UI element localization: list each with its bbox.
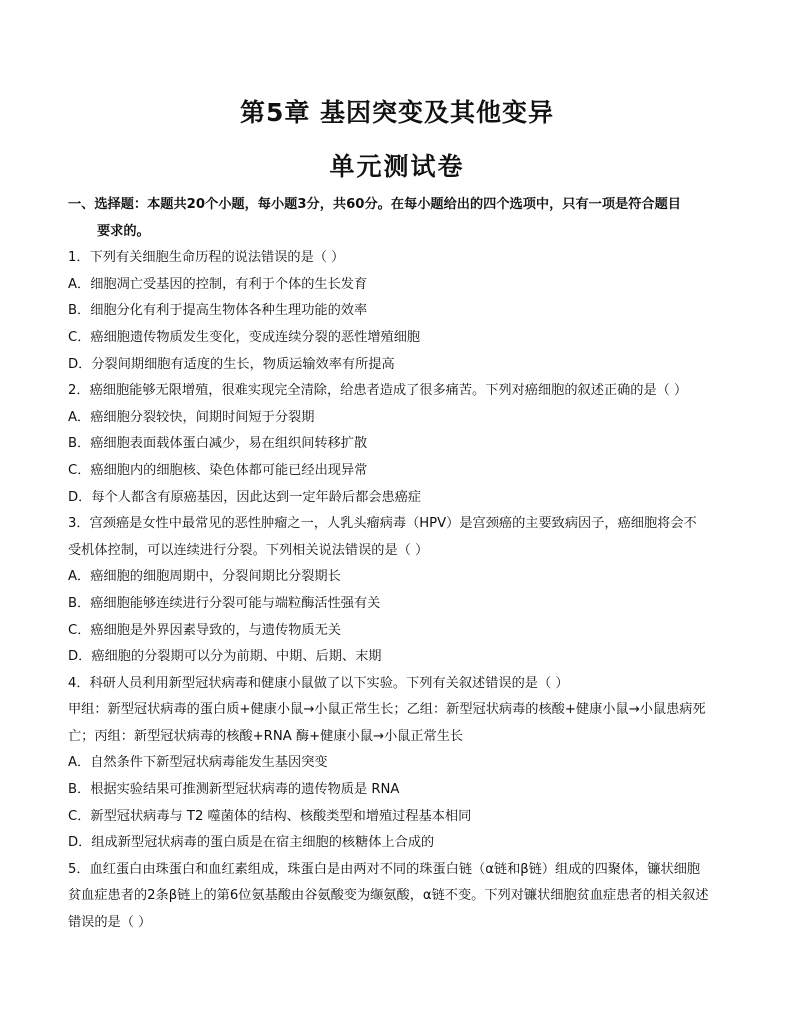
question-3-option-a: A．癌细胞的细胞周期中，分裂间期比分裂期长: [68, 569, 341, 585]
test-subtitle: 单元测试卷: [329, 152, 465, 181]
question-4-stem: 4．科研人员利用新型冠状病毒和健康小鼠做了以下实验。下列有关叙述错误的是（ ）: [68, 675, 569, 691]
question-2-stem: 2．癌细胞能够无限增殖，很难实现完全清除，给患者造成了很多痛苦。下列对癌细胞的叙述正确的是（ ）: [68, 383, 688, 399]
question-2-option-a: A．癌细胞分裂较快，间期时间短于分裂期: [68, 409, 315, 425]
question-3-option-d: D．癌细胞的分裂期可以分为前期、中期、后期、末期: [68, 649, 382, 665]
question-4-option-b: B．根据实验结果可推测新型冠状病毒的遗传物质是 RNA: [68, 782, 400, 798]
question-4-option-c: C．新型冠状病毒与 T2 噬菌体的结构、核酸类型和增殖过程基本相同: [68, 808, 472, 824]
question-1-option-d: D．分裂间期细胞有适度的生长，物质运输效率有所提高: [68, 356, 395, 372]
question-2-option-b: B．癌细胞表面载体蛋白减少，易在组织间转移扩散: [68, 436, 368, 452]
section-heading: 一、选择题：本题共20个小题，每小题3分，共60分。在每小题给出的四个选项中，只有一项是符合题目: [68, 197, 681, 212]
question-3-stem-cont: 受机体控制，可以连续进行分裂。下列相关说法错误的是（ ）: [68, 542, 429, 558]
question-3-option-c: C．癌细胞是外界因素导致的，与遗传物质无关: [68, 622, 341, 638]
question-4-experiment: 甲组：新型冠状病毒的蛋白质+健康小鼠→小鼠正常生长；乙组：新型冠状病毒的核酸+健康小鼠→小鼠患病死: [68, 702, 706, 718]
question-2-option-d: D．每个人都含有原癌基因，因此达到一定年龄后都会患癌症: [68, 489, 422, 505]
question-4-option-d: D．组成新型冠状病毒的蛋白质是在宿主细胞的核糖体上合成的: [68, 835, 435, 851]
question-5-stem: 5．血红蛋白由珠蛋白和血红素组成，珠蛋白是由两对不同的珠蛋白链（α链和β链）组成的四聚体，镰状细胞: [68, 861, 701, 877]
document-body: [68, 192, 730, 937]
question-1-option-a: A．细胞凋亡受基因的控制，有利于个体的生长发育: [68, 276, 368, 292]
question-2-option-c: C．癌细胞内的细胞核、染色体都可能已经出现异常: [68, 462, 368, 478]
question-1-stem: 1．下列有关细胞生命历程的说法错误的是（ ）: [68, 250, 345, 266]
question-5-stem-end: 错误的是（ ）: [68, 915, 152, 931]
question-3-option-b: B．癌细胞能够连续进行分裂可能与端粒酶活性强有关: [68, 595, 381, 611]
chapter-title: 第5章 基因突变及其他变异: [239, 98, 555, 127]
question-4-option-a: A．自然条件下新型冠状病毒能发生基因突变: [68, 755, 328, 771]
section-heading-cont: 要求的。: [97, 223, 150, 239]
question-5-stem-cont: 贫血症患者的2条β链上的第6位氨基酸由谷氨酸变为缬氨酸，α链不变。下列对镰状细胞贫血症患者的相关叙述: [68, 888, 709, 904]
question-1-option-c: C．癌细胞遗传物质发生变化，变成连续分裂的恶性增殖细胞: [68, 329, 421, 345]
question-3-stem: 3．宫颈癌是女性中最常见的恶性肿瘤之一，人乳头瘤病毒（HPV）是宫颈癌的主要致病因子，癌细胞将会不: [68, 516, 697, 532]
question-4-experiment-cont: 亡；丙组：新型冠状病毒的核酸+RNA 酶+健康小鼠→小鼠正常生长: [68, 728, 464, 744]
question-1-option-b: B．细胞分化有利于提高生物体各种生理功能的效率: [68, 303, 368, 319]
